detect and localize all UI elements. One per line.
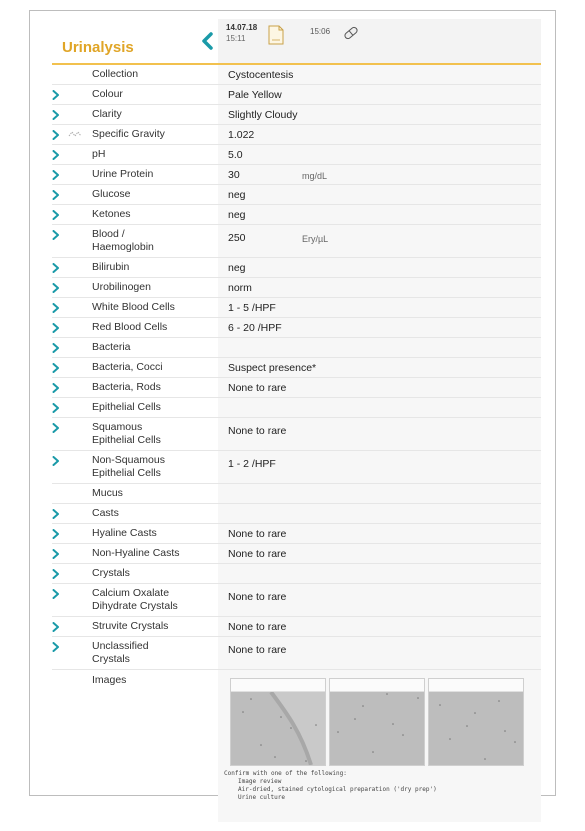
analyte-value: None to rare [228, 548, 287, 560]
result-value-cell [218, 165, 541, 184]
analyte-name-line: Bacteria [92, 341, 131, 353]
images-label: Images [92, 674, 127, 686]
analyte-name-line: Urobilinogen [92, 281, 151, 293]
analyte-name-line: Dihydrate Crystals [92, 600, 178, 612]
expand-chevron-icon[interactable] [52, 149, 64, 161]
result-value-cell [218, 225, 541, 257]
microscopy-image [231, 692, 325, 765]
result-value-cell [218, 617, 541, 636]
result-row[interactable] [52, 637, 541, 670]
analyte-value: None to rare [228, 425, 287, 437]
analyte-name [92, 281, 151, 294]
result-value-cell [218, 145, 541, 164]
microscopy-image-thumbnail[interactable] [329, 678, 425, 766]
analyte-name-line: Squamous [92, 421, 143, 433]
result-value-cell [218, 205, 541, 224]
analyte-value: 5.0 [228, 149, 243, 161]
analyte-value: Suspect presence* [228, 362, 317, 374]
result-value-cell [218, 358, 541, 377]
analyte-name-line: Glucose [92, 188, 131, 200]
result-value-cell [218, 451, 541, 483]
report-document-icon[interactable] [268, 25, 284, 45]
analyte-name-line: Epithelial Cells [92, 467, 161, 479]
analyte-name-line: White Blood Cells [92, 301, 175, 313]
expand-chevron-icon[interactable] [52, 568, 64, 580]
result-row[interactable] [52, 504, 541, 524]
analyte-name [92, 401, 161, 414]
analyte-name [92, 620, 168, 633]
thumbnail-header [429, 679, 523, 692]
expand-chevron-icon[interactable] [52, 302, 64, 314]
expand-chevron-icon[interactable] [52, 209, 64, 221]
analyte-name-line: Bilirubin [92, 261, 130, 273]
analyte-name [92, 261, 129, 274]
result-value-cell [218, 398, 541, 417]
analyte-name-line: Casts [92, 507, 119, 519]
analyte-name-line: pH [92, 148, 106, 160]
expand-chevron-icon[interactable] [52, 382, 64, 394]
result-row[interactable] [52, 225, 541, 258]
analyte-name [92, 547, 180, 560]
analyte-value: Pale Yellow [228, 89, 282, 101]
analyte-name [92, 640, 149, 666]
analyte-name-line: Mucus [92, 487, 123, 499]
expand-chevron-icon[interactable] [52, 89, 64, 101]
expand-chevron-icon[interactable] [52, 528, 64, 540]
result-value-cell [218, 298, 541, 317]
collapse-chevron-icon[interactable] [198, 31, 218, 51]
analyte-value: 6 - 20 /HPF [228, 322, 282, 334]
analyte-value: 1.022 [228, 129, 255, 141]
result-value-cell [218, 564, 541, 583]
expand-chevron-icon[interactable] [52, 588, 64, 600]
expand-chevron-icon[interactable] [52, 282, 64, 294]
result-row[interactable] [52, 398, 541, 418]
result-row[interactable] [52, 298, 541, 318]
result-column-header [218, 19, 541, 63]
result-row[interactable] [52, 278, 541, 298]
analyte-name [92, 341, 131, 354]
expand-chevron-icon[interactable] [52, 621, 64, 633]
analyte-value: Slightly Cloudy [228, 109, 298, 121]
expand-chevron-icon[interactable] [52, 342, 64, 354]
expand-chevron-icon[interactable] [52, 402, 64, 414]
result-row[interactable] [52, 125, 541, 145]
analyte-name-line: Non-Squamous [92, 454, 165, 466]
analyte-name [92, 108, 122, 121]
result-row[interactable] [52, 564, 541, 584]
expand-chevron-icon[interactable] [52, 169, 64, 181]
confirmation-title: Confirm with one of the following: [224, 770, 347, 777]
analyte-value: Cystocentesis [228, 69, 294, 81]
analyte-name [92, 68, 138, 81]
analyte-value: norm [228, 282, 252, 294]
expand-chevron-icon[interactable] [52, 109, 64, 121]
result-value-cell [218, 378, 541, 397]
result-value-cell [218, 418, 541, 450]
results-table [52, 65, 541, 822]
result-value-cell [218, 338, 541, 357]
analyte-unit: Ery/µL [302, 234, 329, 244]
analyte-name-line: Red Blood Cells [92, 321, 168, 333]
result-value-cell [218, 85, 541, 104]
result-row[interactable] [52, 318, 541, 338]
urinalysis-panel [29, 10, 556, 801]
result-row[interactable] [52, 338, 541, 358]
result-value-cell [218, 318, 541, 337]
result-row[interactable] [52, 524, 541, 544]
confirmation-option: Air-dried, stained cytological preparation ('dry prep') [238, 786, 437, 793]
analyte-name [92, 421, 161, 447]
analyte-name-line: Blood / [92, 228, 125, 240]
analyte-value: 1 - 2 /HPF [228, 458, 276, 470]
thumbnail-header [330, 679, 424, 692]
expand-chevron-icon[interactable] [52, 189, 64, 201]
result-row[interactable] [52, 185, 541, 205]
result-value-cell [218, 258, 541, 277]
result-value-cell [218, 65, 541, 84]
result-date: 14.07.18 [226, 23, 258, 32]
analyte-name-line: Epithelial Cells [92, 434, 161, 446]
expand-chevron-icon[interactable] [52, 362, 64, 374]
analyte-name-line: Ketones [92, 208, 131, 220]
analyte-value: 30 [228, 169, 240, 181]
analyte-name [92, 321, 167, 334]
analyte-name [92, 208, 131, 221]
microscopy-image-thumbnail[interactable] [230, 678, 326, 766]
analyte-value: 1 - 5 /HPF [228, 302, 276, 314]
expand-chevron-icon[interactable] [52, 229, 64, 241]
result-value-cell [218, 584, 541, 616]
analyte-value: 250 [228, 232, 246, 244]
analyte-name-line: Collection [92, 68, 139, 80]
microscopy-image-thumbnail[interactable] [428, 678, 524, 766]
result-time: 15:06 [310, 27, 331, 36]
analyte-name [92, 454, 165, 480]
expand-chevron-icon[interactable] [52, 508, 64, 520]
result-value-cell [218, 105, 541, 124]
result-value-cell [218, 278, 541, 297]
expand-chevron-icon[interactable] [52, 262, 64, 274]
panel-title: Urinalysis [62, 39, 134, 56]
analyte-name-line: Bacteria, Rods [92, 381, 161, 393]
analyte-name [92, 228, 154, 254]
analyte-value: None to rare [228, 382, 287, 394]
expand-chevron-icon[interactable] [52, 548, 64, 560]
confirmation-option: Urine culture [238, 794, 285, 801]
result-row[interactable] [52, 418, 541, 451]
confirmation-option: Image review [238, 778, 282, 785]
analyte-name-line: Colour [92, 88, 123, 100]
submitted-time: 15:11 [226, 34, 246, 43]
confirmation-note [224, 770, 539, 802]
expand-chevron-icon[interactable] [52, 455, 64, 467]
sample-tube-icon[interactable] [342, 24, 360, 42]
result-row[interactable] [52, 617, 541, 637]
result-row[interactable] [52, 105, 541, 125]
expand-chevron-icon[interactable] [52, 322, 64, 334]
analyte-unit: mg/dL [302, 171, 328, 181]
result-value-cell [218, 637, 541, 669]
result-value-cell [218, 125, 541, 144]
analyte-name-line: Struvite Crystals [92, 620, 169, 632]
analyte-value: None to rare [228, 591, 287, 603]
analyte-value: None to rare [228, 528, 287, 540]
panel-header [52, 19, 541, 65]
expand-chevron-icon[interactable] [52, 129, 64, 141]
images-section [52, 670, 541, 822]
result-row[interactable] [52, 358, 541, 378]
analyte-name-line: Crystals [92, 653, 130, 665]
analyte-name-line: Unclassified [92, 640, 149, 652]
result-row[interactable] [52, 85, 541, 105]
analyte-name-line: Epithelial Cells [92, 401, 161, 413]
analyte-name-line: Specific Gravity [92, 128, 165, 140]
expand-chevron-icon[interactable] [52, 641, 64, 653]
result-row [52, 484, 541, 504]
analyte-name [92, 381, 161, 394]
analyte-name-line: Crystals [92, 567, 130, 579]
analyte-name [92, 487, 123, 500]
analyte-name [92, 507, 119, 520]
analyte-name-line: Urine Protein [92, 168, 154, 180]
result-value-cell [218, 504, 541, 523]
result-row[interactable] [52, 165, 541, 185]
images-area [218, 670, 541, 822]
analyte-value: neg [228, 209, 246, 221]
microscopy-image [429, 692, 523, 765]
result-row[interactable] [52, 544, 541, 564]
analyte-value: None to rare [228, 644, 287, 656]
analyte-name-line: Haemoglobin [92, 241, 154, 253]
thumbnail-header [231, 679, 325, 692]
analyte-name [92, 587, 178, 613]
result-row[interactable] [52, 205, 541, 225]
result-row[interactable] [52, 584, 541, 617]
result-value-cell [218, 484, 541, 503]
analyte-value: None to rare [228, 621, 287, 633]
analyte-name [92, 527, 157, 540]
analyte-name-line: Bacteria, Cocci [92, 361, 163, 373]
analyte-name [92, 148, 105, 161]
analyte-name [92, 188, 131, 201]
result-row[interactable] [52, 258, 541, 278]
analyte-name [92, 301, 175, 314]
analyte-name-line: Calcium Oxalate [92, 587, 170, 599]
microscopy-image [330, 692, 424, 765]
expand-chevron-icon[interactable] [52, 422, 64, 434]
analyte-value: neg [228, 262, 246, 274]
result-row[interactable] [52, 451, 541, 484]
trend-graph-icon[interactable] [68, 129, 84, 141]
analyte-name-line: Non-Hyaline Casts [92, 547, 180, 559]
result-value-cell [218, 524, 541, 543]
analyte-name-line: Hyaline Casts [92, 527, 157, 539]
result-row [52, 65, 541, 85]
analyte-name [92, 128, 165, 141]
analyte-name [92, 567, 130, 580]
analyte-value: neg [228, 189, 246, 201]
analyte-name [92, 168, 153, 181]
result-value-cell [218, 185, 541, 204]
analyte-name [92, 88, 123, 101]
analyte-name [92, 361, 163, 374]
analyte-name-line: Clarity [92, 108, 122, 120]
result-row[interactable] [52, 378, 541, 398]
result-value-cell [218, 544, 541, 563]
result-row[interactable] [52, 145, 541, 165]
